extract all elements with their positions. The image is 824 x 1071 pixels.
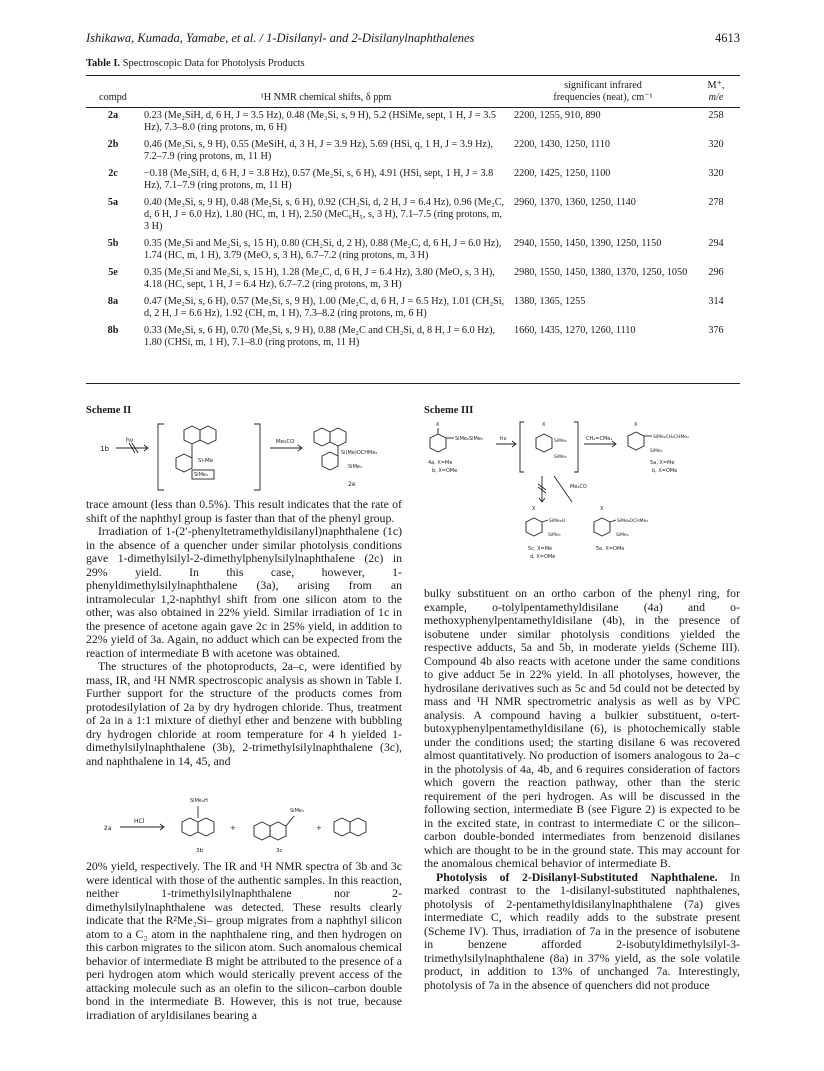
table-caption — [86, 58, 305, 69]
cell-mass: 278 — [708, 197, 724, 208]
table-row — [86, 323, 740, 352]
cell-ir: 1380, 1365, 1255 — [514, 296, 586, 307]
scheme3-title: Scheme III — [424, 405, 474, 416]
col-mass — [692, 80, 740, 106]
scheme2-hv: hν — [126, 437, 134, 444]
cell-ir: 1660, 1435, 1270, 1260, 1110 — [514, 325, 636, 336]
cell-nmr: 0.47 (Me₂Si, s, 6 H), 0.57 (Me₃Si, s, 9 H), 1.00 (Me₂C, d, 6 H, J = 6.5 Hz), 1.01 (CH₂Si, d, 2 H, J = 6.6 Hz), 1.92 (CH, m, 1 H), 7.3–8.2 (ring protons, m, 6 H) — [144, 296, 505, 319]
scheme2-title: Scheme II — [86, 405, 132, 416]
table-top-rule — [86, 75, 740, 76]
s3-int-x: X — [542, 422, 546, 428]
scheme2-product-sime3: SiMe₃ — [348, 464, 362, 470]
cell-mass: 258 — [708, 110, 724, 121]
table-row — [86, 166, 740, 195]
s3-p5e-si3: SiMe₃ — [616, 533, 629, 538]
cell-ir: 2200, 1425, 1250, 1100 — [514, 168, 611, 179]
col-ir — [508, 80, 692, 106]
cell-compd: 2c — [108, 168, 118, 179]
running-header — [86, 31, 740, 49]
table-row — [86, 195, 740, 236]
table-caption-text: Spectroscopic Data for Photolysis Products — [120, 58, 305, 69]
cell-ir: 2980, 1550, 1450, 1380, 1370, 1250, 1050 — [514, 267, 688, 278]
s3-p5e-label: 5e, X=OMe — [596, 546, 625, 552]
table-row — [86, 137, 740, 166]
cell-mass: 320 — [708, 139, 724, 150]
hcl-label-3c: 3c — [276, 848, 283, 854]
hcl-label-3b: 3b — [196, 848, 203, 854]
page-number: 4613 — [715, 31, 740, 45]
s3-reagent-isobutene: CH₂=CMe₂ — [586, 436, 613, 442]
col-nmr: ¹H NMR chemical shifts, δ ppm — [260, 92, 392, 103]
s3-p5c-label-c: 5c, X=Me — [528, 546, 553, 552]
right-column — [424, 587, 740, 992]
running-title: Ishikawa, Kumada, Yamabe, et al. / 1-Disilanyl- and 2-Disilanylnaphthalenes — [86, 31, 475, 45]
cell-compd: 5a — [107, 197, 119, 208]
cell-nmr: 0.46 (Me₃Si, s, 9 H), 0.55 (MeSiH, d, 3 H, J = 3.9 Hz), 5.69 (HSi, q, 1 H, J = 3.9 Hz), 7.2–7.9 (ring protons, m, 11 H) — [144, 139, 493, 162]
s3-p5-si: SiMe₂CH₂CHMe₂ — [653, 435, 689, 440]
s3-p5e-x: X — [600, 506, 604, 512]
left-column-lower — [86, 860, 402, 1022]
cell-compd: 2b — [107, 139, 119, 150]
cell-compd: 5b — [107, 238, 119, 249]
cell-compd: 5e — [108, 267, 118, 278]
s3-p5c-si3: SiMe₃ — [548, 533, 561, 538]
right-paragraph-2 — [424, 871, 740, 993]
right-paragraph-2-text: In marked contrast to the 1-disilanyl-substituted naphthalenes, photolysis of 2-pentamethyldisilanylnaphthalene (7a) gives intermediate C, which readily adds to the substrate present (Scheme IV). Thus, irradiation of 7a in the presence of isobutene in benzene afforded 2-isobutyldimethylsilyl-3-trimethylsilylnaphthalene (8a) in 37% yield, as the sole volatile product, in addition to 13% of unchanged 7a. Interestingly, photolysis of 7a in the absence of quenchers did not produce — [424, 869, 740, 992]
right-paragraph-1: bulky substituent on an ortho carbon of the phenyl ring, for example, o-tolylpentamethyldisilane (4a) and o-methoxyphenylpentamethyldisilane (4b), in the presence of isobutene under similar photolysis conditions yielded the respective adducts, 5a and 5b, in moderate yields (Scheme III). Compound 4b also reacts with acetone under the same conditions to give adduct 5e in 22% yield. In all photolyses, however, the hydrosilane derivatives such as 5c and 5d could not be detected by mass and ¹H NMR spectrometric analysis as well as by VPC analysis. A compound having a bulkier substituent, o-tert-butoxyphenylpentamethyldisilane (6), is photochemically stable under the conditions used; the starting disilane 6 was recovered almost quantitatively. No production of isomers analogous to 2a–c in the photolysis of 4a, 4b, and 6 requires consideration of factors which govern the reaction pathway, other than the steric requirement of the peri hydrogen. As will be discussed in the following section, intermediate B (see Figure 2) is expected to be in the excited state, in contrast to intermediate C or the silicon–carbon double-bonded intermediates from benzenoid disilanes which are thought to be in the ground state. This may account for the anomalous chemical behavior of intermediate B. — [424, 586, 740, 870]
cell-compd: 8a — [107, 296, 119, 307]
cell-ir: 2940, 1550, 1450, 1390, 1250, 1150 — [514, 238, 662, 249]
s3-start-label-a: 4a, X=Me — [428, 460, 453, 466]
hcl-start: 2a — [104, 825, 112, 832]
s3-int-si1: SiMe₂ — [554, 439, 567, 444]
left-column-upper — [86, 498, 402, 768]
table-bottom-rule — [86, 383, 740, 384]
table-row — [86, 236, 740, 265]
scheme2-si-me: Si-Me — [198, 458, 214, 464]
left-paragraph-4: 20% yield, respectively. The IR and ¹H NMR spectra of 3b and 3c were identical with those of the authentic samples. In this reaction, neither 1-trimethylsilylnaphthalene nor 2-dimethylsilylnaphthalene was detected. These results clearly indicate that the R²Me₂Si– group migrates from a naphthyl silicon atom to a C₂ atom in the naphthalene ring, and then hydrogen on this carbon migrates to the silicon atom. Such anomalous chemical behavior of intermediate B might be attributed to the presence of a peri hydrogen atom which would sterically prevent access of the attacking molecule such as an olefin to the silicon–carbon double bond in the intermediate B. However, this is not true, because irradiation of aryldisilanes bearing a — [86, 859, 402, 1022]
table-caption-label: Table I. — [86, 58, 121, 69]
s3-p5-si3: SiMe₃ — [650, 449, 663, 454]
s3-start-label-b: b, X=OMe — [432, 468, 458, 474]
s3-p5-label-a: 5a, X=Me — [650, 460, 675, 466]
cell-mass: 296 — [708, 267, 724, 278]
s3-p5c-si: SiMe₂H — [549, 519, 565, 524]
table-header-row — [86, 80, 740, 106]
cell-nmr: 0.23 (Me₂SiH, d, 6 H, J = 3.5 Hz), 0.48 (Me₃Si, s, 9 H), 5.2 (HSiMe, sept, 1 H, J = 3.5 Hz), 7.3–8.0 (ring protons, m, 6 H) — [144, 110, 496, 133]
scheme2-start: 1b — [100, 445, 109, 453]
cell-ir: 2200, 1430, 1250, 1110 — [514, 139, 611, 150]
s3-p5c-x: X — [532, 506, 536, 512]
section-heading: Photolysis of 2-Disilanyl-Substituted Naphthalene. — [436, 869, 718, 884]
cell-compd: 8b — [107, 325, 119, 336]
scheme2-product-si: Si(Me)OCHMe₂ — [341, 450, 378, 456]
cell-nmr: 0.35 (Me₃Si and Me₂Si, s, 15 H), 0.80 (CH₂Si, d, 2 H), 0.88 (Me₂C, d, 6 H, J = 6.0 Hz), 1.74 (HC, m, 1 H), 3.79 (MeO, s, 3 H), 6.7–7.2 (ring protons, m, 3 H) — [144, 238, 502, 261]
left-paragraph-1: trace amount (less than 0.5%). This result indicates that the rate of shift of the naphthyl group is faster than that of the phenyl group. — [86, 497, 402, 525]
cell-nmr: 0.35 (Me₃Si and Me₂Si, s, 15 H), 1.28 (Me₂C, d, 6 H, J = 6.4 Hz), 3.80 (MeO, s, 3 H), 4.18 (HC, sept, 1 H, J = 6.4 Hz), 6.7–7.2 (ring protons, m, 3 H) — [144, 267, 495, 290]
cell-mass: 376 — [708, 325, 724, 336]
cell-mass: 294 — [708, 238, 724, 249]
hcl-plus-2: + — [316, 824, 322, 832]
scheme2-figure — [86, 418, 406, 498]
scheme2-reagent: Me₂CO — [276, 439, 295, 445]
col-mass-line2: m/e — [708, 92, 724, 103]
table-row — [86, 294, 740, 323]
s3-p5c-label-d: d, X=OMe — [530, 554, 556, 560]
cell-nmr: −0.18 (Me₂SiH, d, 6 H, J = 3.8 Hz), 0.57 (Me₂Si, s, 6 H), 4.91 (HSi, sept, 1 H, J = 3.8 Hz), 7.1–7.9 (ring protons, m, 11 H) — [144, 168, 494, 191]
s3-p5e-si: SiMe₂OCHMe₂ — [617, 519, 649, 524]
col-ir-line2: frequencies (neat), cm⁻¹ — [553, 92, 653, 103]
cell-nmr: 0.33 (Me₂Si, s, 6 H), 0.70 (Me₃Si, s, 9 H), 0.88 (Me₂C and CH₂Si, d, 8 H, J = 6.0 Hz), 1.80 (CHSi, m, 1 H), 7.1–8.0 (ring protons, m, 11 H) — [144, 325, 496, 348]
table-row — [86, 265, 740, 294]
cell-ir: 2960, 1370, 1360, 1250, 1140 — [514, 197, 636, 208]
s3-int-si2: SiMe₃ — [554, 455, 567, 460]
table-row — [86, 108, 740, 137]
hcl-reagent: HCl — [134, 818, 145, 825]
hcl-sime3: SiMe₃ — [290, 808, 304, 814]
left-paragraph-3: The structures of the photoproducts, 2a–c, were identified by mass, IR, and ¹H NMR spectroscopic analysis as shown in Table I. Further support for the structure of the products comes from protodesilylation of 2a by dry hydrogen chloride. Thus, treatment of 2a in a 1:1 mixture of diethyl ether and benzene with bubbling dry hydrogen chloride at room temperature for 4 h yielded 1-dimethylsilylnaphthalene (3b), 2-trimethylsilylnaphthalene (3c), and naphthalene in 14, 45, and — [86, 659, 402, 768]
col-compd: compd — [99, 92, 127, 103]
scheme2-product-label: 2e — [348, 481, 356, 488]
cell-mass: 320 — [708, 168, 724, 179]
s3-start-x: X — [436, 422, 440, 428]
s3-p5-x: X — [634, 422, 638, 428]
scheme3-figure — [424, 418, 744, 584]
cell-mass: 314 — [708, 296, 724, 307]
s3-reagent-acetone: Me₂CO — [570, 484, 587, 490]
cell-ir: 2200, 1255, 910, 890 — [514, 110, 601, 121]
spectroscopic-table — [86, 80, 740, 352]
scheme2-sime3: SiMe₃ — [194, 472, 208, 478]
col-ir-line1: significant infrared — [564, 80, 642, 91]
cell-compd: 2a — [107, 110, 119, 121]
s3-hv: hν — [500, 436, 507, 442]
cell-nmr: 0.40 (Me₃Si, s, 9 H), 0.48 (Me₂Si, s, 6 H), 0.92 (CH₂Si, d, 2 H, J = 6.4 Hz), 0.96 (Me₂C, d, 6 H, J = 6.0 Hz), 1.80 (HC, m, 1 H), 2.50 (MeC₆H₅, s, 3 H), 7.1–7.5 (ring protons, m, 3 H) — [144, 197, 505, 232]
col-mass-line1: M⁺, — [707, 80, 725, 91]
hcl-plus-1: + — [230, 824, 236, 832]
hcl-scheme-figure — [86, 790, 402, 860]
hcl-sime2h: SiMe₂H — [190, 798, 208, 804]
s3-start-sub: SiMe₂SiMe₃ — [455, 436, 483, 442]
left-paragraph-2: Irradiation of 1-(2′-phenyltetramethyldisilanyl)naphthalene (1c) in the absence of a quencher under similar photolysis conditions gave 1-dimethylsilyl-2-dimethylphenylsilylnaphthalene (2c) in 29% yield. In this case, however, 1-phenyldimethylsilylnaphthalene (3a), arising from an intramolecular 1,2-naphthyl shift from one silicon atom to the other, was also obtained in 22% yield. Similar irradiation of 1c in the presence of acetone again gave 2c in 25% yield, in addition to 22% yield of 3a. Again, no adduct which can be expected from the reaction of intermediate B with acetone was obtained. — [86, 524, 402, 660]
s3-p5-label-b: b, X=OMe — [652, 468, 678, 474]
